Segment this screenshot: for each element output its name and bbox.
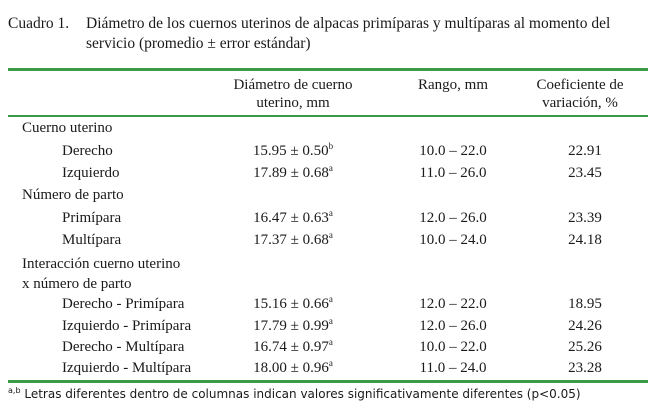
footnote-marker: a,b bbox=[8, 386, 21, 395]
cv-cell: 22.91 bbox=[568, 143, 602, 159]
col-header-cv: Coeficiente de variación, % bbox=[536, 77, 624, 111]
cv-cell: 24.26 bbox=[568, 318, 602, 334]
footnote-text: Letras diferentes dentro de columnas indican valores significativamente diferentes (p<0.05) bbox=[24, 387, 581, 401]
group-row bbox=[0, 273, 655, 295]
diameter-cell: 16.47 ± 0.63$^a$ bbox=[253, 208, 333, 226]
table-row bbox=[0, 315, 655, 337]
range-cell: 12.0 – 26.0 bbox=[419, 318, 487, 334]
table-row bbox=[0, 357, 655, 379]
cv-cell: 23.45 bbox=[568, 165, 602, 181]
row-label: Izquierdo - Primípara bbox=[62, 318, 192, 334]
group-label-line2: x número de parto bbox=[22, 276, 132, 292]
group-label: Número de parto bbox=[22, 187, 124, 203]
group-row bbox=[0, 253, 655, 275]
diameter-cell: 17.89 ± 0.68$^a$ bbox=[253, 163, 333, 181]
table-row bbox=[0, 336, 655, 358]
group-label-line1: Interacción cuerno uterino bbox=[22, 256, 181, 272]
diameter-cell: 16.74 ± 0.97$^a$ bbox=[253, 337, 333, 355]
range-cell: 11.0 – 24.0 bbox=[419, 360, 487, 376]
table-caption bbox=[8, 14, 648, 54]
group-row bbox=[0, 117, 655, 139]
cv-cell: 24.18 bbox=[568, 232, 602, 248]
row-label: Izquierdo - Multípara bbox=[62, 360, 192, 376]
table-row bbox=[0, 140, 655, 162]
cv-cell: 23.39 bbox=[568, 210, 602, 226]
group-label: Cuerno uterino bbox=[22, 120, 113, 136]
row-label: Primípara bbox=[62, 210, 122, 226]
group-row bbox=[0, 184, 655, 206]
range-cell: 10.0 – 24.0 bbox=[419, 232, 487, 248]
range-cell: 12.0 – 22.0 bbox=[419, 296, 487, 312]
diameter-cell: 17.37 ± 0.68$^a$ bbox=[253, 230, 333, 248]
footnote bbox=[8, 386, 581, 402]
table-row bbox=[0, 293, 655, 315]
table-row bbox=[0, 162, 655, 184]
top-rule bbox=[8, 68, 648, 71]
row-label: Derecho - Primípara bbox=[62, 296, 185, 312]
bottom-rule bbox=[8, 380, 648, 383]
range-cell: 10.0 – 22.0 bbox=[419, 143, 487, 159]
table-row bbox=[0, 229, 655, 251]
range-cell: 12.0 – 26.0 bbox=[419, 210, 487, 226]
cv-cell: 25.26 bbox=[568, 339, 602, 355]
caption-label: Cuadro 1. bbox=[8, 15, 70, 32]
cv-cell: 18.95 bbox=[568, 296, 602, 312]
cv-cell: 23.28 bbox=[568, 360, 602, 376]
row-label: Multípara bbox=[62, 232, 122, 248]
diameter-cell: 17.79 ± 0.99$^a$ bbox=[253, 316, 333, 334]
diameter-cell: 15.95 ± 0.50$^b$ bbox=[252, 141, 334, 159]
row-label: Derecho bbox=[62, 143, 113, 159]
diameter-cell: 18.00 ± 0.96$^a$ bbox=[253, 358, 333, 376]
range-cell: 11.0 – 26.0 bbox=[419, 165, 487, 181]
caption-text: Diámetro de los cuernos uterinos de alpacas primíparas y multíparas al momento del servicio (promedio ± error estándar) bbox=[86, 15, 611, 52]
row-label: Derecho - Multípara bbox=[62, 339, 185, 355]
col-header-range: Rango, mm bbox=[418, 77, 488, 93]
diameter-cell: 15.16 ± 0.66$^a$ bbox=[253, 294, 333, 312]
row-label: Izquierdo bbox=[62, 165, 120, 181]
table-row bbox=[0, 207, 655, 229]
col-header-diameter: Diámetro de cuerno uterino, mm bbox=[233, 77, 353, 111]
range-cell: 10.0 – 22.0 bbox=[419, 339, 487, 355]
